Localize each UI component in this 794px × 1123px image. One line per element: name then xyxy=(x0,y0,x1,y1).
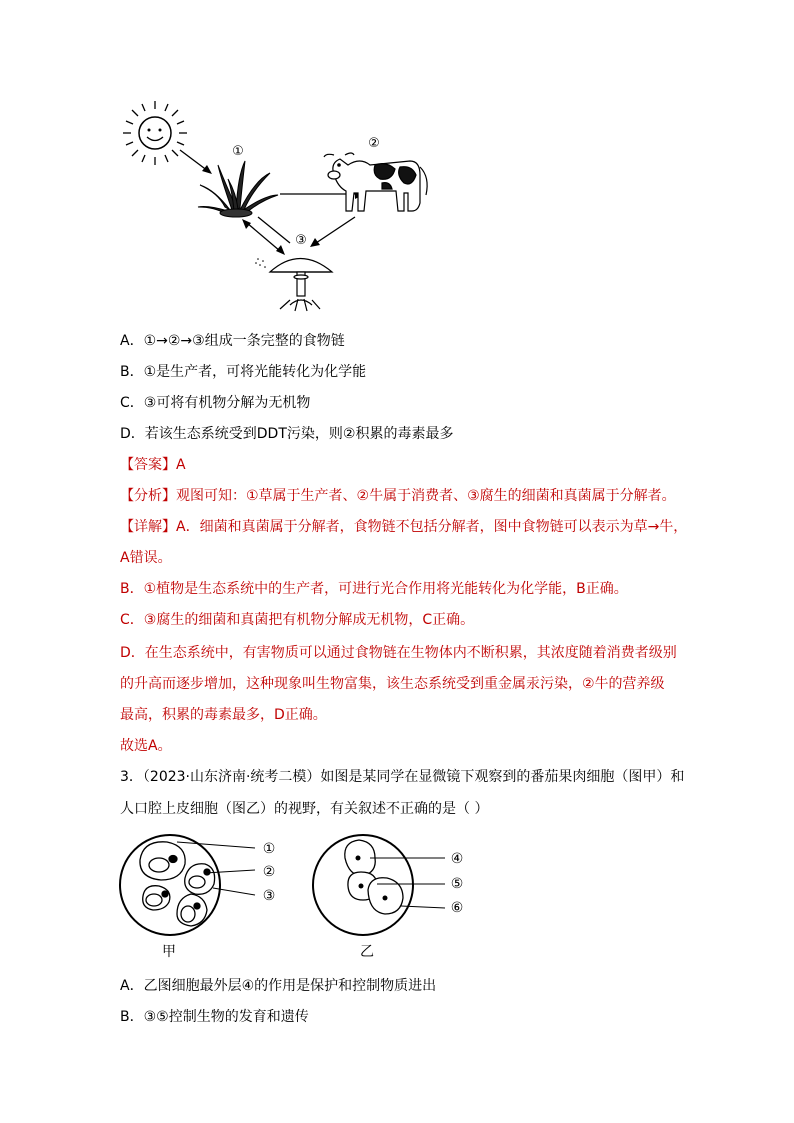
q2-detail-5: D．在生态系统中，有害物质可以通过食物链在生物体内不断积累，其浓度随着消费者级别 xyxy=(120,645,677,661)
q2-analysis: 【分析】观图可知：①草属于生产者、②牛属于消费者、③腐生的细菌和真菌属于分解者。 xyxy=(120,488,676,504)
q3-stem-1: 3．（2023·山东济南·统考二模）如图是某同学在显微镜下观察到的番茄果肉细胞（图甲）和 xyxy=(120,769,685,785)
q3-stem-2: 人口腔上皮细胞（图乙）的视野，有关叙述不正确的是（ ） xyxy=(120,801,489,817)
mushroom-icon xyxy=(255,258,332,311)
q2-detail-2: A错误。 xyxy=(120,550,172,566)
q2-option-b: B．①是生产者，可将光能转化为化学能 xyxy=(120,364,367,380)
arrow-sun-to-grass xyxy=(180,150,212,174)
cheek-cell-field xyxy=(313,835,463,960)
label-5-cell: ⑤ xyxy=(450,876,464,892)
q2-detail-3: B．①植物是生态系统中的生产者，可进行光合作用将光能转化为化学能，B正确。 xyxy=(120,581,628,597)
sun-icon xyxy=(123,101,187,165)
q2-detail-8: 故选A。 xyxy=(120,738,172,754)
label-3-cell: ③ xyxy=(262,888,276,904)
caption-yi: 乙 xyxy=(360,944,374,960)
caption-jia: 甲 xyxy=(162,944,176,960)
q3-option-a: A．乙图细胞最外层④的作用是保护和控制物质进出 xyxy=(120,978,437,994)
q2-option-d: D．若该生态系统受到DDT污染，则②积累的毒素最多 xyxy=(120,426,454,442)
arrow-cow-to-mushroom xyxy=(310,217,355,247)
q2-option-a: A．①→②→③组成一条完整的食物链 xyxy=(120,333,345,349)
q2-detail-4: C．③腐生的细菌和真菌把有机物分解成无机物，C正确。 xyxy=(120,612,475,628)
tomato-cell-field xyxy=(120,835,275,960)
label-1: ① xyxy=(232,144,244,159)
q2-detail-7: 最高，积累的毒素最多，D正确。 xyxy=(120,707,327,723)
q2-option-c: C．③可将有机物分解为无机物 xyxy=(120,395,311,411)
grass-icon xyxy=(198,161,278,217)
food-chain-figure xyxy=(120,95,440,330)
q2-detail-6: 的升高而逐步增加，这种现象叫生物富集，该生态系统受到重金属汞污染，②牛的营养级 xyxy=(120,676,665,692)
label-6-cell: ⑥ xyxy=(450,900,464,916)
label-2: ② xyxy=(368,136,380,151)
microscope-figure xyxy=(115,828,475,968)
cow-icon xyxy=(324,153,427,211)
label-2-cell: ② xyxy=(262,864,276,880)
arrow-grass-mushroom xyxy=(242,217,290,255)
label-1-cell: ① xyxy=(262,841,276,857)
q2-detail-1: 【详解】A．细菌和真菌属于分解者，食物链不包括分解者，图中食物链可以表示为草→牛， xyxy=(120,519,688,535)
label-3: ③ xyxy=(295,233,307,248)
label-4-cell: ④ xyxy=(450,851,464,867)
q2-answer: 【答案】A xyxy=(120,457,186,473)
q3-option-b: B．③⑤控制生物的发育和遗传 xyxy=(120,1009,309,1025)
